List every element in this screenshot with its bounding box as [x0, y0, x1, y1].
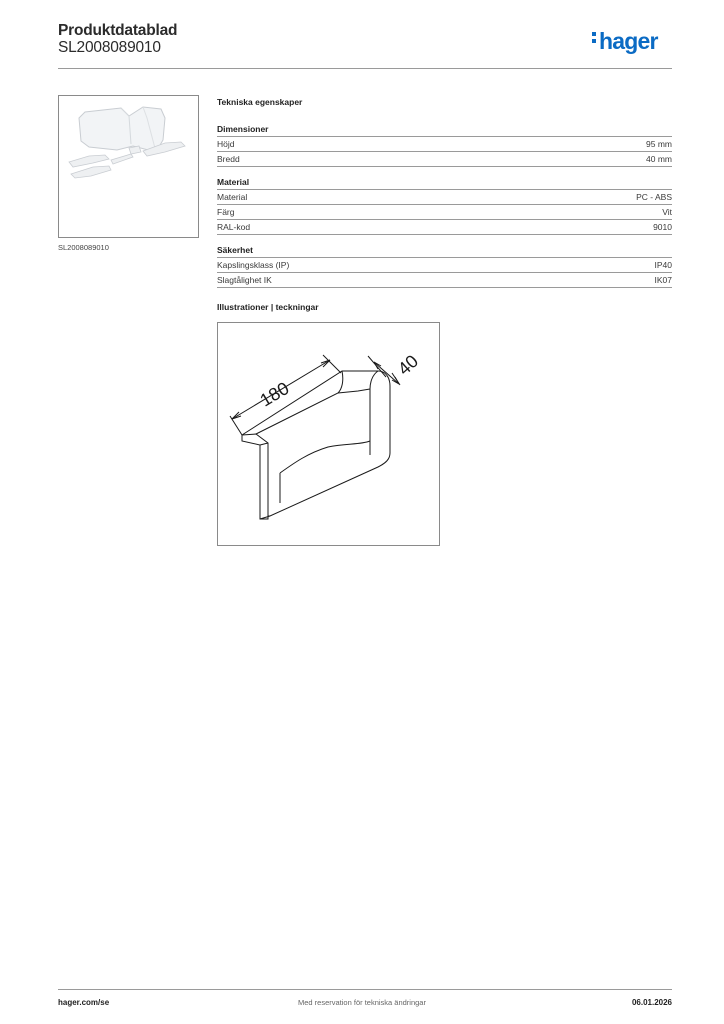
- product-photo-icon: [59, 96, 198, 237]
- property-row: [217, 205, 672, 220]
- property-label: Slagtålighet IK: [217, 275, 272, 285]
- property-value: IK07: [654, 275, 672, 285]
- property-row: [217, 190, 672, 205]
- hager-logo[interactable]: [592, 30, 658, 53]
- dimension-length-label: 180: [256, 377, 293, 411]
- footer-website-link[interactable]: hager.com/se: [58, 998, 110, 1007]
- property-row: [217, 137, 672, 152]
- header-divider: [58, 68, 672, 69]
- property-label: Bredd: [217, 154, 240, 164]
- property-label: Färg: [217, 207, 235, 217]
- product-code: SL2008089010: [58, 39, 161, 56]
- property-row: [217, 273, 672, 288]
- illustrations-heading: Illustrationer | teckningar: [217, 302, 319, 312]
- property-value: 40 mm: [646, 154, 672, 164]
- logo-dots-icon: [592, 32, 597, 46]
- property-row: [217, 220, 672, 235]
- property-value: 95 mm: [646, 139, 672, 149]
- product-image: [58, 95, 199, 238]
- property-value: IP40: [654, 260, 672, 270]
- technical-properties: [217, 97, 672, 288]
- dimension-width-label: 40: [393, 350, 423, 380]
- property-value: Vit: [662, 207, 672, 217]
- section-title-material: Material: [217, 177, 672, 190]
- dimension-drawing-icon: [218, 323, 439, 545]
- property-label: Kapslingsklass (IP): [217, 260, 290, 270]
- property-row: [217, 152, 672, 167]
- property-label: Höjd: [217, 139, 235, 149]
- product-image-caption: SL2008089010: [58, 243, 109, 252]
- property-label: RAL-kod: [217, 222, 251, 232]
- footer-divider: [58, 989, 672, 990]
- technical-drawing: [217, 322, 440, 546]
- logo-text: hager: [599, 28, 658, 54]
- properties-heading: Tekniska egenskaper: [217, 97, 303, 107]
- page-title: Produktdatablad: [58, 22, 178, 39]
- section-title-safety: Säkerhet: [217, 245, 672, 258]
- section-title-dimensions: Dimensioner: [217, 124, 672, 137]
- property-value: PC - ABS: [636, 192, 672, 202]
- footer-date: 06.01.2026: [631, 998, 672, 1007]
- property-value: 9010: [653, 222, 672, 232]
- property-row: [217, 258, 672, 273]
- footer-disclaimer: Med reservation för tekniska ändringar: [298, 998, 426, 1007]
- property-label: Material: [217, 192, 248, 202]
